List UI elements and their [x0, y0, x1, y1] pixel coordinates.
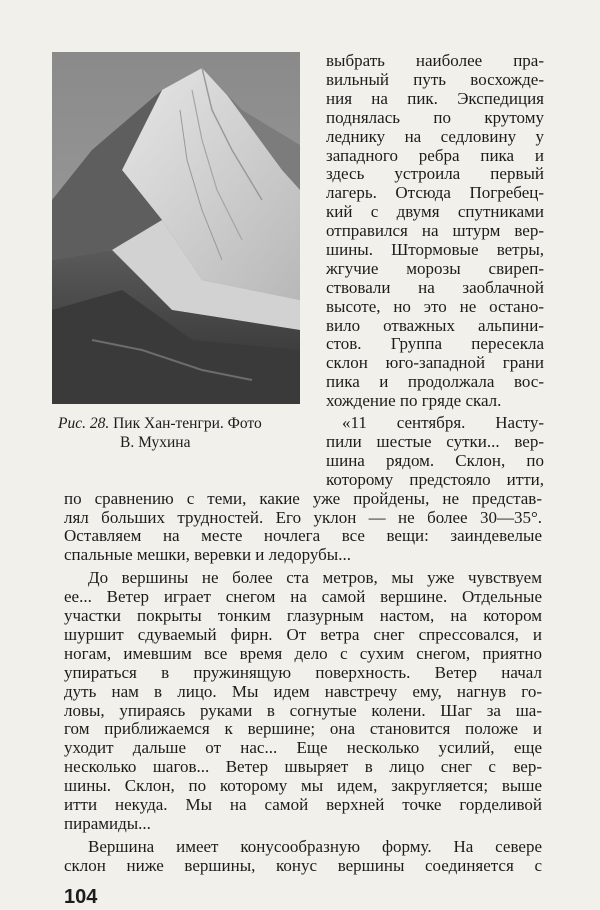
body-line: гом приближаемся к вершине; она становится положе и: [64, 719, 542, 738]
column-line: пика и продолжала вос-: [326, 372, 544, 391]
khan-tengri-peak-image: [52, 52, 300, 404]
body-line: участки покрыты тонким глазурным настом, на котором: [64, 606, 542, 625]
column-line: шины. Штормовые ветры,: [326, 240, 544, 259]
column-line: лагерь. Отсюда Погребец-: [326, 183, 544, 202]
caption-label: Рис. 28.: [58, 415, 110, 432]
column-line: шина рядом. Склон, по: [326, 451, 544, 470]
body-line: несколько шагов... Ветер швыряет в лицо снег с вер-: [64, 757, 542, 776]
body-line: склон ниже вершины, конус вершины соединяется с: [64, 856, 542, 875]
caption-line-1: [58, 414, 306, 433]
body-line: итти некуда. Мы на самой верхней точке горделивой: [64, 795, 542, 814]
column-line: которому предстояло итти,: [326, 470, 544, 489]
column-line: склон юго-западной грани: [326, 353, 544, 372]
body-line: упираться в пружинящую поверхность. Ветер начал: [64, 663, 542, 682]
column-line: отправился на штурм вер-: [326, 221, 544, 240]
mountain-photo: [52, 52, 300, 404]
body-line: шины. Склон, по которому мы идем, закругляется; выше: [64, 776, 542, 795]
column-line: пили шестые сутки... вер-: [326, 432, 544, 451]
column-line: стов. Группа пересекла: [326, 334, 544, 353]
column-line: хождение по гряде скал.: [326, 391, 502, 410]
column-line: ствовали на заоблачной: [326, 278, 544, 297]
body-line: спальные мешки, веревки и ледорубы...: [64, 545, 351, 564]
caption-text: Пик Хан-тенгри. Фото: [113, 415, 262, 432]
body-line: До вершины не более ста метров, мы уже чувствуем: [88, 568, 542, 587]
body-line: уходит дальше от нас... Еще несколько усилий, еще: [64, 738, 542, 757]
column-line: вильный путь восхожде-: [326, 70, 544, 89]
page-number: 104: [64, 886, 98, 908]
column-line: «11 сентября. Насту-: [342, 413, 544, 432]
body-line: ловы, упираясь руками в согнутые колени. Шаг за ша-: [64, 701, 542, 720]
body-line: пирамиды...: [64, 814, 151, 833]
column-line: жгучие морозы свиреп-: [326, 259, 544, 278]
body-line: дуть нам в лицо. Мы идем навстречу ему, нагнув го-: [64, 682, 542, 701]
column-line: леднику на седловину у: [326, 127, 544, 146]
column-line: вило отважных альпини-: [326, 316, 544, 335]
column-line: кий с двумя спутниками: [326, 202, 544, 221]
column-line: ния на пик. Экспедиция: [326, 89, 544, 108]
figure-caption: [58, 414, 306, 452]
body-line: ее... Ветер играет снегом на самой вершине. Отдельные: [64, 587, 542, 606]
body-line: лял больших трудностей. Его уклон — не более 30—35°.: [64, 508, 542, 527]
column-line: выбрать наиболее пра-: [326, 51, 544, 70]
body-line: по сравнению с теми, какие уже пройдены, не представ-: [64, 489, 542, 508]
column-line: высоте, но это не остано-: [326, 297, 544, 316]
column-line: западного ребра пика и: [326, 146, 544, 165]
caption-author: В. Мухина: [120, 434, 191, 451]
body-line: шуршит сдуваемый фирн. От ветра снег спрессовался, и: [64, 625, 542, 644]
column-line: поднялась по крутому: [326, 108, 544, 127]
body-line: Вершина имеет конусообразную форму. На севере: [88, 837, 542, 856]
body-line: Оставляем на месте ночлега все вещи: заиндевелые: [64, 526, 542, 545]
column-line: здесь устроила первый: [326, 164, 544, 183]
body-line: ногам, имевшим все время дело с сухим снегом, приятно: [64, 644, 542, 663]
